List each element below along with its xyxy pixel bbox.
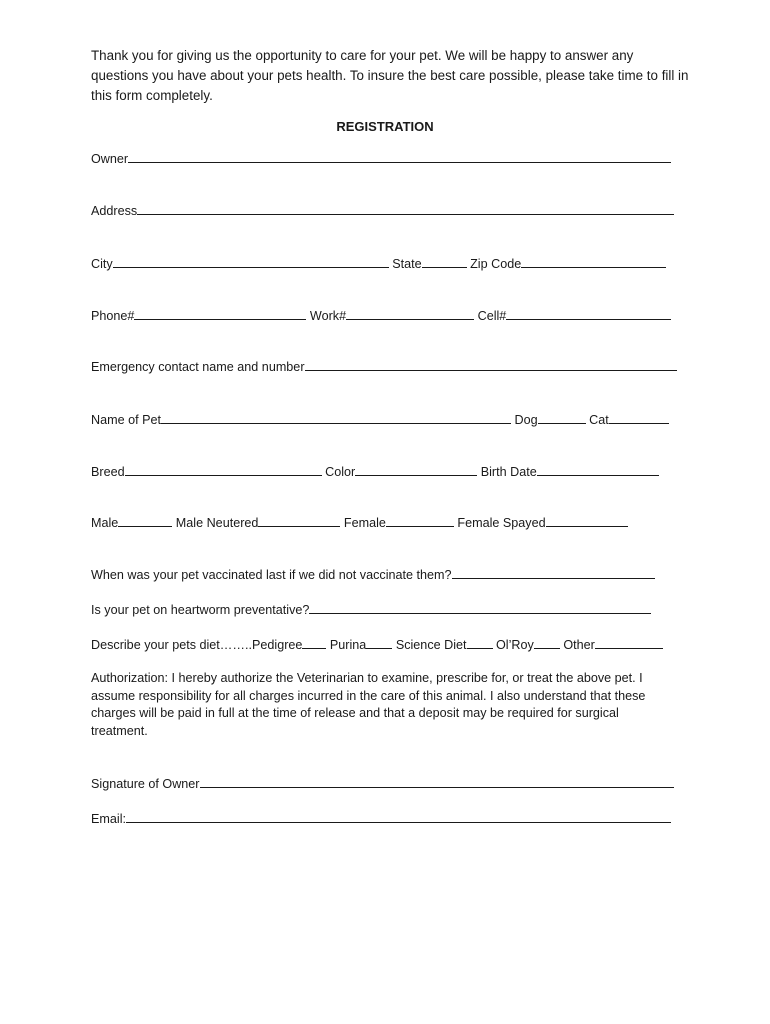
- address-label: Address: [91, 204, 138, 218]
- sex-row: [91, 514, 628, 530]
- city-state-zip-row: [91, 255, 666, 271]
- vaccinated-label: When was your pet vaccinated last if we did not vaccinate them?: [91, 568, 452, 582]
- color-field[interactable]: [355, 463, 477, 476]
- breed-row: [91, 463, 659, 479]
- diet-row: [91, 636, 663, 652]
- email-label: Email:: [91, 812, 126, 826]
- zip-label: Zip Code: [470, 257, 522, 271]
- heartworm-field[interactable]: [309, 601, 651, 614]
- authorization-paragraph: Authorization: I hereby authorize the Veterinarian to examine, prescribe for, or treat the above pet. I assume responsibility for all charges incurred in the care of this animal. I also understand that these charges will be paid in full at the time of release and that a deposit may be required for surgical treatment.: [91, 671, 646, 738]
- state-field[interactable]: [422, 255, 467, 268]
- male-neutered-field[interactable]: [258, 514, 340, 527]
- female-field[interactable]: [386, 514, 454, 527]
- zip-field[interactable]: [521, 255, 666, 268]
- emergency-row: [91, 358, 677, 374]
- city-label: City: [91, 257, 113, 271]
- signature-row: [91, 775, 674, 791]
- phone-row: [91, 307, 671, 323]
- form-heading: REGISTRATION: [336, 119, 434, 134]
- male-neutered-label: Male Neutered: [175, 516, 259, 530]
- pet-name-field[interactable]: [161, 411, 511, 424]
- address-field[interactable]: [137, 202, 674, 215]
- address-row: [91, 202, 674, 218]
- email-row: [91, 810, 671, 826]
- intro-paragraph: Thank you for giving us the opportunity to care for your pet. We will be happy to answer any questions you have about your pets health. To insure the best care possible, please take time to fill in this form completely.: [91, 48, 689, 103]
- signature-label: Signature of Owner: [91, 777, 200, 791]
- signature-field[interactable]: [200, 775, 674, 788]
- purina-field[interactable]: [366, 636, 392, 649]
- emergency-label: Emergency contact name and number: [91, 360, 305, 374]
- work-label: Work#: [309, 309, 347, 323]
- pedigree-field[interactable]: [302, 636, 326, 649]
- breed-label: Breed: [91, 465, 125, 479]
- dog-field[interactable]: [538, 411, 586, 424]
- birth-date-field[interactable]: [537, 463, 659, 476]
- vaccinated-field[interactable]: [452, 566, 655, 579]
- dog-label: Dog: [514, 413, 538, 427]
- emergency-field[interactable]: [305, 358, 677, 371]
- cell-field[interactable]: [506, 307, 671, 320]
- vaccinated-row: [91, 566, 655, 582]
- phone-label: Phone#: [91, 309, 135, 323]
- male-field[interactable]: [118, 514, 172, 527]
- birth-date-label: Birth Date: [480, 465, 537, 479]
- science-diet-label: Science Diet: [395, 638, 467, 652]
- breed-field[interactable]: [125, 463, 322, 476]
- diet-label: Describe your pets diet……..Pedigree: [91, 638, 303, 652]
- female-label: Female: [343, 516, 386, 530]
- cat-label: Cat: [589, 413, 609, 427]
- phone-field[interactable]: [134, 307, 306, 320]
- olroy-label: Ol’Roy: [496, 638, 534, 652]
- heartworm-label: Is your pet on heartworm preventative?: [91, 603, 310, 617]
- other-label: Other: [563, 638, 595, 652]
- work-field[interactable]: [346, 307, 474, 320]
- male-label: Male: [91, 516, 119, 530]
- female-spayed-label: Female Spayed: [457, 516, 546, 530]
- heartworm-row: [91, 601, 651, 617]
- other-field[interactable]: [595, 636, 663, 649]
- science-diet-field[interactable]: [467, 636, 493, 649]
- cell-label: Cell#: [477, 309, 507, 323]
- email-field[interactable]: [126, 810, 671, 823]
- pet-name-label: Name of Pet: [91, 413, 161, 427]
- purina-label: Purina: [329, 638, 367, 652]
- color-label: Color: [325, 465, 356, 479]
- state-label: State: [392, 257, 422, 271]
- pet-name-row: [91, 411, 669, 427]
- cat-field[interactable]: [609, 411, 669, 424]
- olroy-field[interactable]: [534, 636, 560, 649]
- city-field[interactable]: [113, 255, 389, 268]
- female-spayed-field[interactable]: [546, 514, 628, 527]
- owner-row: [91, 150, 671, 166]
- owner-label: Owner: [91, 152, 129, 166]
- owner-field[interactable]: [128, 150, 671, 163]
